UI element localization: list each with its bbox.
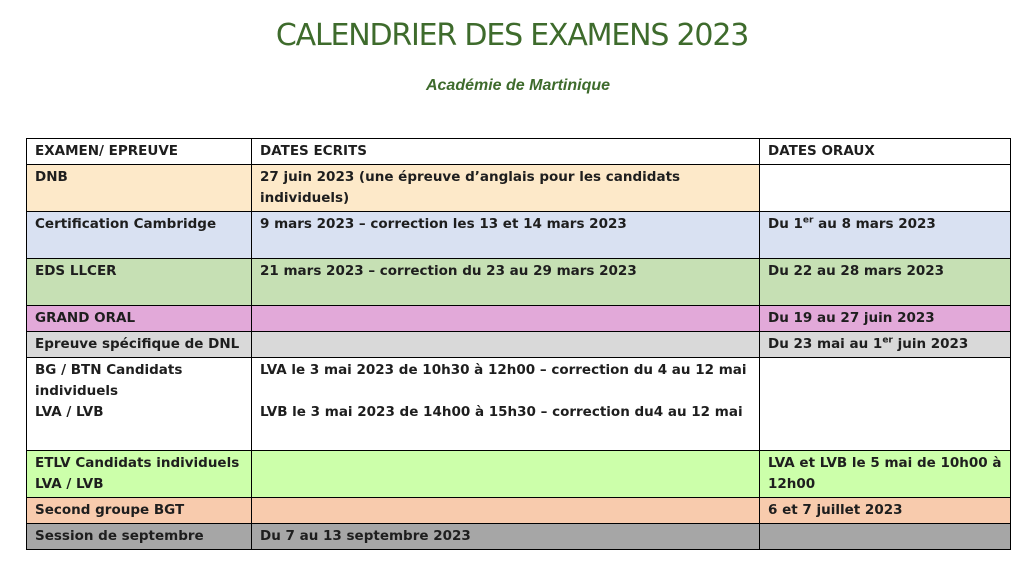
examen-line-2: LVA / LVB: [35, 404, 104, 420]
cell-ecrits: [252, 498, 760, 524]
cell-ecrits: 27 juin 2023 (une épreuve d’anglais pour les candidats individuels): [252, 165, 760, 212]
cell-oraux: [760, 165, 1011, 212]
cell-ecrits: [252, 306, 760, 332]
header-dates-oraux: DATES ORAUX: [760, 139, 1011, 165]
ecrits-line-1: LVA le 3 mai 2023 de 10h30 à 12h00 – correction du 4 au 12 mai: [260, 362, 747, 378]
cell-ecrits: [252, 332, 760, 358]
table-row-bg-btn: [27, 358, 1011, 451]
cell-oraux: Du 22 au 28 mars 2023: [760, 259, 1011, 306]
oraux-text-start: Du 23 mai au 1: [768, 336, 883, 352]
page-title: CALENDRIER DES EXAMENS 2023: [275, 18, 749, 53]
examen-line-2: LVA / LVB: [35, 476, 104, 492]
cell-oraux: LVA et LVB le 5 mai de 10h00 à 12h00: [760, 451, 1011, 498]
header-dates-ecrits: DATES ECRITS: [252, 139, 760, 165]
examen-line-1: BG / BTN Candidats individuels: [35, 362, 183, 399]
cell-examen: EDS LLCER: [27, 259, 252, 306]
cell-examen: [27, 358, 252, 451]
table-row-dnb: [27, 165, 1011, 212]
oraux-superscript: er: [802, 215, 814, 226]
oraux-text-end: juin 2023: [892, 336, 969, 352]
blank-line: [260, 381, 753, 402]
oraux-superscript: er: [882, 335, 893, 346]
ecrits-line-2: LVB le 3 mai 2023 de 14h00 à 15h30 – correction du4 au 12 mai: [260, 404, 743, 420]
table-row-eds-llcer: [27, 259, 1011, 306]
cell-examen: Epreuve spécifique de DNL: [27, 332, 252, 358]
cell-examen: [27, 451, 252, 498]
table-row-etlv: [27, 451, 1011, 498]
cell-ecrits: 9 mars 2023 – correction les 13 et 14 mars 2023: [252, 212, 760, 259]
cell-oraux: [760, 332, 1011, 358]
table-row-cambridge: [27, 212, 1011, 259]
cell-oraux: [760, 358, 1011, 451]
cell-oraux: [760, 524, 1011, 550]
examen-line-1: ETLV Candidats individuels: [35, 455, 240, 471]
page-subtitle: Académie de Martinique: [425, 77, 611, 94]
cell-oraux: 6 et 7 juillet 2023: [760, 498, 1011, 524]
cell-ecrits: [252, 358, 760, 451]
cell-ecrits: [252, 451, 760, 498]
oraux-text-end: au 8 mars 2023: [813, 216, 936, 232]
cell-oraux: [760, 212, 1011, 259]
table-row-dnl: [27, 332, 1011, 358]
table-row-septembre: [27, 524, 1011, 550]
table-header-row: [27, 139, 1011, 165]
cell-examen: DNB: [27, 165, 252, 212]
exam-calendar-table: [26, 138, 1011, 550]
oraux-text-start: Du 1: [768, 216, 803, 232]
header-examen: EXAMEN/ EPREUVE: [27, 139, 252, 165]
cell-examen: GRAND ORAL: [27, 306, 252, 332]
table-row-grand-oral: [27, 306, 1011, 332]
cell-oraux: Du 19 au 27 juin 2023: [760, 306, 1011, 332]
cell-examen: Session de septembre: [27, 524, 252, 550]
cell-ecrits: 21 mars 2023 – correction du 23 au 29 mars 2023: [252, 259, 760, 306]
table-row-second-groupe: [27, 498, 1011, 524]
cell-ecrits: Du 7 au 13 septembre 2023: [252, 524, 760, 550]
cell-examen: Certification Cambridge: [27, 212, 252, 259]
cell-examen: Second groupe BGT: [27, 498, 252, 524]
